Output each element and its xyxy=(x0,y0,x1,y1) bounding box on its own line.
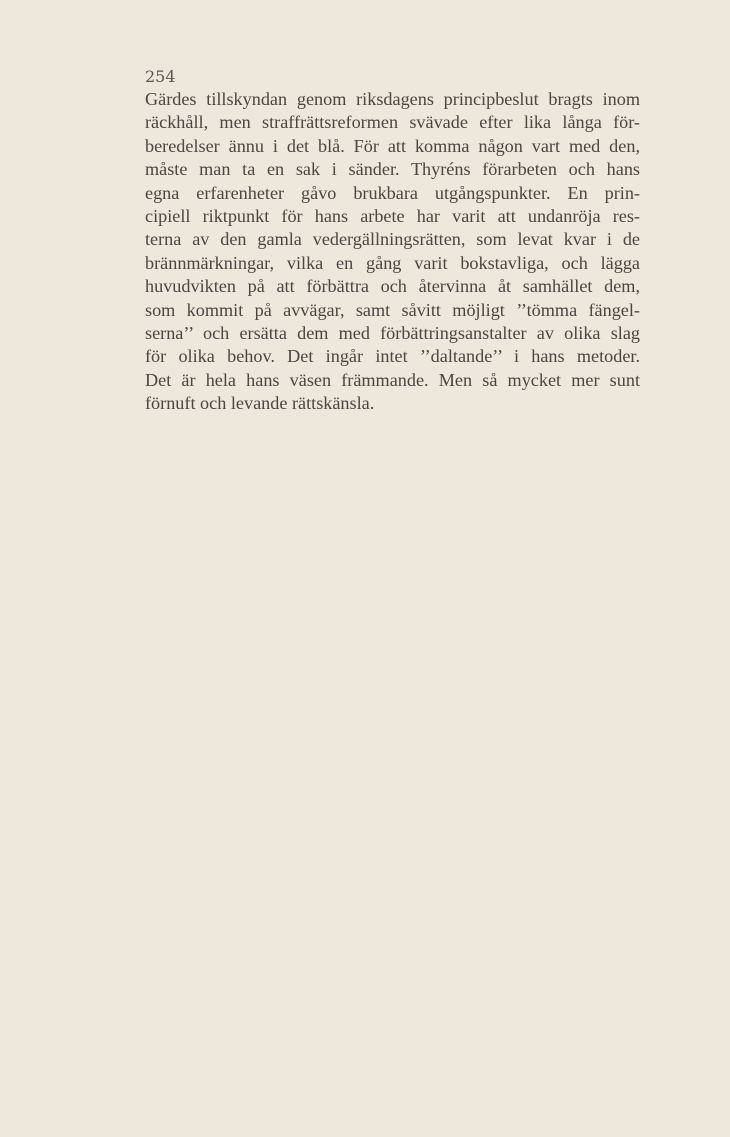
body-paragraph xyxy=(145,88,640,416)
text-line: förnuft och levande rättskänsla. xyxy=(145,393,375,414)
text-line: Det är hela hans väsen främmande. Men så mycket mer sunt xyxy=(145,369,640,390)
page-number: 254 xyxy=(145,67,176,86)
text-line: cipiell riktpunkt för hans arbete har varit att undanröja res- xyxy=(145,206,640,227)
text-line: för olika behov. Det ingår intet ’’daltande’’ i hans metoder. xyxy=(145,346,640,367)
text-line: egna erfarenheter gåvo brukbara utgångspunkter. En prin- xyxy=(145,182,640,203)
text-line: som kommit på avvägar, samt såvitt möjligt ’’tömma fängel- xyxy=(145,299,640,320)
text-line: brännmärkningar, vilka en gång varit bokstavliga, och lägga xyxy=(145,252,640,273)
text-line: måste man ta en sak i sänder. Thyréns förarbeten och hans xyxy=(145,159,640,180)
text-line: huvudvikten på att förbättra och återvinna åt samhället dem, xyxy=(145,276,640,297)
text-line: Gärdes tillskyndan genom riksdagens principbeslut bragts inom xyxy=(145,89,640,109)
text-line: beredelser ännu i det blå. För att komma någon vart med den, xyxy=(145,135,640,156)
text-line: terna av den gamla vedergällningsrätten, som levat kvar i de xyxy=(145,229,640,250)
text-line: serna’’ och ersätta dem med förbättringsanstalter av olika slag xyxy=(145,323,640,344)
text-line: räckhåll, men straffrättsreformen svävade efter lika långa för- xyxy=(145,112,640,133)
